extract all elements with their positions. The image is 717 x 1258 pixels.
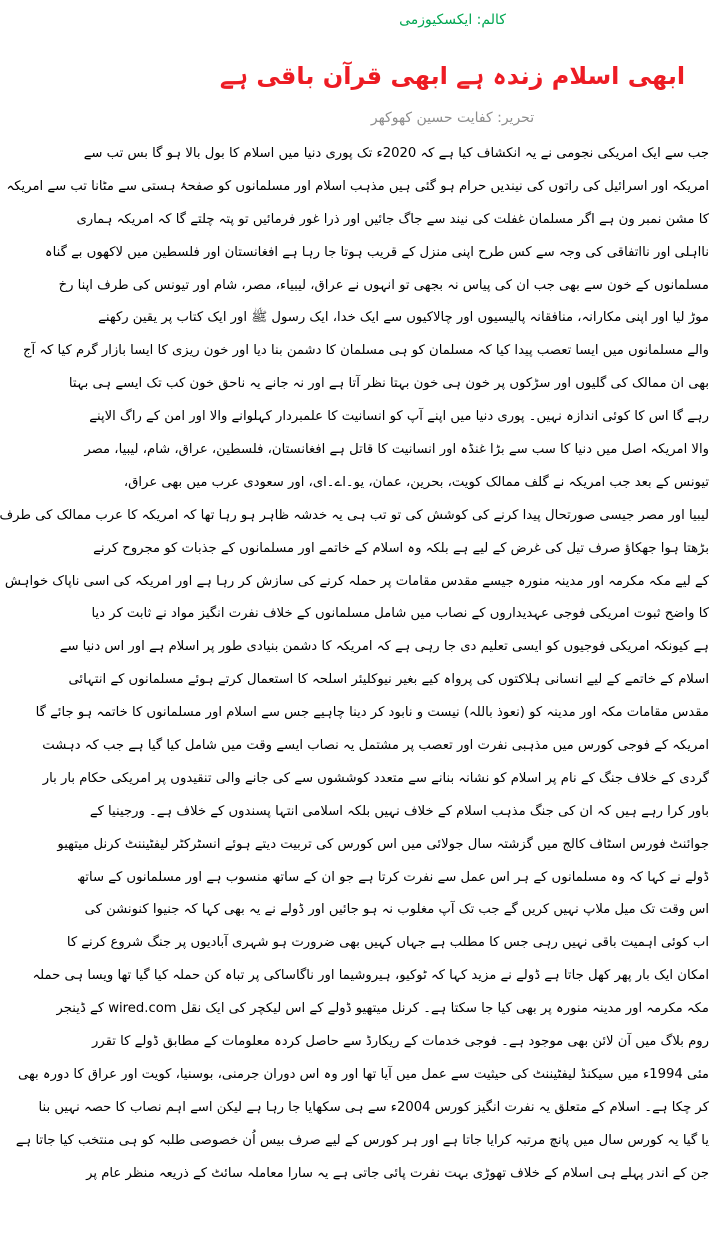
article-line: اب کوئی اہمیت باقی نہیں رہی جس کا مطلب ہے جہاں کہیں بھی ضرورت ہو شہری آبادیوں پر جنگ شروع کرنے کا — [66, 935, 709, 951]
article-line: کا واضح ثبوت امریکی فوجی عہدیداروں کے نصاب میں شامل مسلمانوں کے خلاف نفرت انگیز مواد نے ثابت کر دیا — [91, 606, 709, 622]
article-line: بھی ان ممالک کی گلیوں اور سڑکوں پر خون ہی خون بہتا نظر آتا ہے اور نہ جانے یہ ناحق خون کب تک ایسے ہی بہتا — [68, 376, 709, 392]
article-line: نااہلی اور نااتفاقی کی وجہ سے کس طرح اپنی منزل کے قریب ہوتا جا رہا ہے افغانستان اور فلسطین میں لاکھوں بے گناہ — [44, 244, 709, 260]
article-line: امریکہ اور اسرائیل کی راتوں کی نیندیں حرام ہو گئی ہیں مذہب اسلام اور مسلمانوں کو صفحۂ ہستی سے مٹانا تب سے امریکہ — [6, 178, 709, 194]
article-line: گردی کے خلاف جنگ کے نام پر اسلام کو نشانہ بنانے سے متعدد کوششوں سے کی جانے والی تنقیدوں پر امریکی حکام بار بار — [42, 770, 709, 786]
article-line: جب سے ایک امریکی نجومی نے یہ انکشاف کیا ہے کہ 2020ء تک پوری دنیا میں اسلام کا بول بالا ہو گا بس تب سے — [83, 146, 709, 161]
article-line: ڈولے نے کہا کہ وہ مسلمانوں کے ہر اس عمل سے نفرت کرتا ہے جو ان کے ساتھ منسوب ہے اور مسلمانوں کے ساتھ — [76, 869, 709, 885]
article-line: ہے کیونکہ امریکی فوجیوں کو ایسی تعلیم دی جا رہی ہے کہ امریکہ کا دشمن بنیادی طور پر اسلام ہے اور اس دنیا سے — [59, 639, 709, 655]
article-line: امکان ایک بار پھر کھل جاتا ہے ڈولے نے مزید کہا کہ ٹوکیو، ہیروشیما اور ناگاساکی پر تباہ کن حملہ کیا گیا تھا ویسا ہی حملہ — [32, 968, 709, 984]
article-line: روم بلاگ میں آن لائن بھی موجود ہے۔ فوجی خدمات کے ریکارڈ سے حاصل کردہ معلومات کے مطابق ڈولے کا تقرر — [91, 1034, 709, 1050]
article-line: تیونس کے بعد جب امریکہ نے گلف ممالک کویت، بحرین، عمان، یو۔اے۔ای، اور سعودی عرب میں بھی عراق، — [123, 474, 709, 490]
article-line: لیبیا اور مصر جیسی صورتحال پیدا کرنے کی کوشش کی تو تب ہی یہ خدشہ ظاہر ہو رہا تھا کہ امریکہ کا عرب ممالک کی طرف — [0, 507, 709, 523]
article-body — [0, 138, 709, 1191]
article-line: والا امریکہ اصل میں دنیا کا سب سے بڑا غنڈہ اور انسانیت کا قاتل ہے افغانستان، فلسطین، عراق، شام، لیبیا، مصر — [84, 442, 709, 458]
article-line: موڑ لیا اور اپنی مکارانہ، منافقانہ پالیسیوں اور چالاکیوں سے ایک خدا، ایک رسول ﷺ اور ایک کتاب پر یقین رکھنے — [98, 310, 709, 326]
article-line: اسلام کے خاتمے کے لیے انسانی ہلاکتوں کی پرواہ کیے بغیر نیوکلیئر اسلحہ کا استعمال کرتے ہوئے مسلمانوں کے انتہائی — [68, 672, 709, 688]
article-line: کر چکا ہے۔ اسلام کے متعلق یہ نفرت انگیز کورس 2004ء سے ہی سکھایا جا رہا ہے لیکن اسے اہم نصاب کا حصہ نہیں بنا — [38, 1099, 709, 1115]
article-line: مئی 1994ء میں سیکنڈ لیفٹیننٹ کی حیثیت سے عمل میں آیا تھا اور وہ اس دوران جرمنی، بوسنیا، کویت اور عراق کا دورہ بھی — [17, 1066, 709, 1082]
article-line: رہے گا اس کا کوئی اندازہ نہیں۔ پوری دنیا میں اپنے آپ کو انسانیت کا علمبردار کہلوانے والا اور امن کے راگ الاپنے — [89, 409, 709, 425]
article-line: امریکہ کے فوجی کورس میں مذہبی نفرت اور تعصب پر مشتمل یہ نصاب ایسے وقت میں شامل کیا گیا ہے جب کہ دہشت — [42, 738, 709, 754]
article-line: باور کرا رہے ہیں کہ ان کی جنگ مذہب اسلام کے خلاف نہیں بلکہ اسلامی انتہا پسندوں کے خلاف ہے۔ ورجینیا کے — [89, 803, 709, 819]
article-line: کا مشن نمبر ون ہے اگر مسلمان غفلت کی نیند سے جاگ جائیں اور ذرا غور فرمائیں تو پتہ چلتے گا کہ امریکہ ہماری — [76, 211, 709, 227]
column-label: کالم: ایکسکیوزمی — [399, 12, 506, 28]
article-line: جن کے اندر پہلے ہی اسلام کے خلاف تھوڑی بہت نفرت پائی جاتی ہے یہ سارا معاملہ سائٹ کے ذریعہ منظر عام پر — [86, 1165, 709, 1181]
article-line: بڑھتا ہوا جھکاؤ صرف تیل کی غرض کے لیے ہے بلکہ وہ اسلام کے خاتمے اور مسلمانوں کے جذبات کو مجروح کرنے — [93, 540, 709, 556]
article-line: اس وقت تک میل ملاپ نہیں کریں گے جب تک آپ مغلوب نہ ہو جائیں اور ڈولے نے یہ بھی کہا کہ جنیوا کنونشن کی — [84, 902, 709, 918]
article-headline: ابھی اسلام زندہ ہے ابھی قرآن باقی ہے — [219, 62, 686, 90]
article-line: جوائنٹ فورس اسٹاف کالج میں گزشتہ سال جولائی میں اس کورس کی تربیت دیتے ہوئے انسٹرکٹر لیفٹیننٹ کرنل میتھیو — [57, 836, 709, 852]
article-line: والے مسلمانوں میں ایسا تعصب پیدا کیا کہ مسلمان کو ہی مسلمان کا دشمن بنا دیا اور خون ریزی کا ایسا بازار گرم کیا کہ آج — [22, 343, 709, 359]
article-line: کے لیے مکہ مکرمہ اور مدینہ منورہ جیسے مقدس مقامات پر حملہ کرنے کی سازش کر رہا ہے اور امریکہ کی اسی ناپاک خواہش — [4, 573, 709, 589]
article-line: یا گیا یہ کورس سال میں پانچ مرتبہ کرایا جاتا ہے اور ہر کورس کے لیے صرف بیس اُن خصوصی طلبہ کو ہی منتخب کیا جاتا ہے — [15, 1132, 709, 1148]
article-line: مکہ مکرمہ اور مدینہ منورہ پر بھی کیا جا سکتا ہے۔ کرنل میتھیو ڈولے کے اس لیکچر کی ایک نقل wired.com کے ڈینجر — [56, 1001, 709, 1017]
article-line: مقدس مقامات مکہ اور مدینہ کو (نعوذ باللہ) نیست و نابود کر دینا چاہیے جس سے اسلام اور مسلمانوں کا خاتمہ ہو جائے گا — [35, 705, 709, 721]
article-byline: تحریر: کفایت حسین کھوکھر — [370, 110, 535, 126]
article-line: مسلمانوں کے خون سے بھی جب ان کی پیاس نہ بجھی تو انہوں نے عراق، لیبیاء، مصر، شام اور تیونس کی طرف اپنا رخ — [58, 277, 709, 293]
